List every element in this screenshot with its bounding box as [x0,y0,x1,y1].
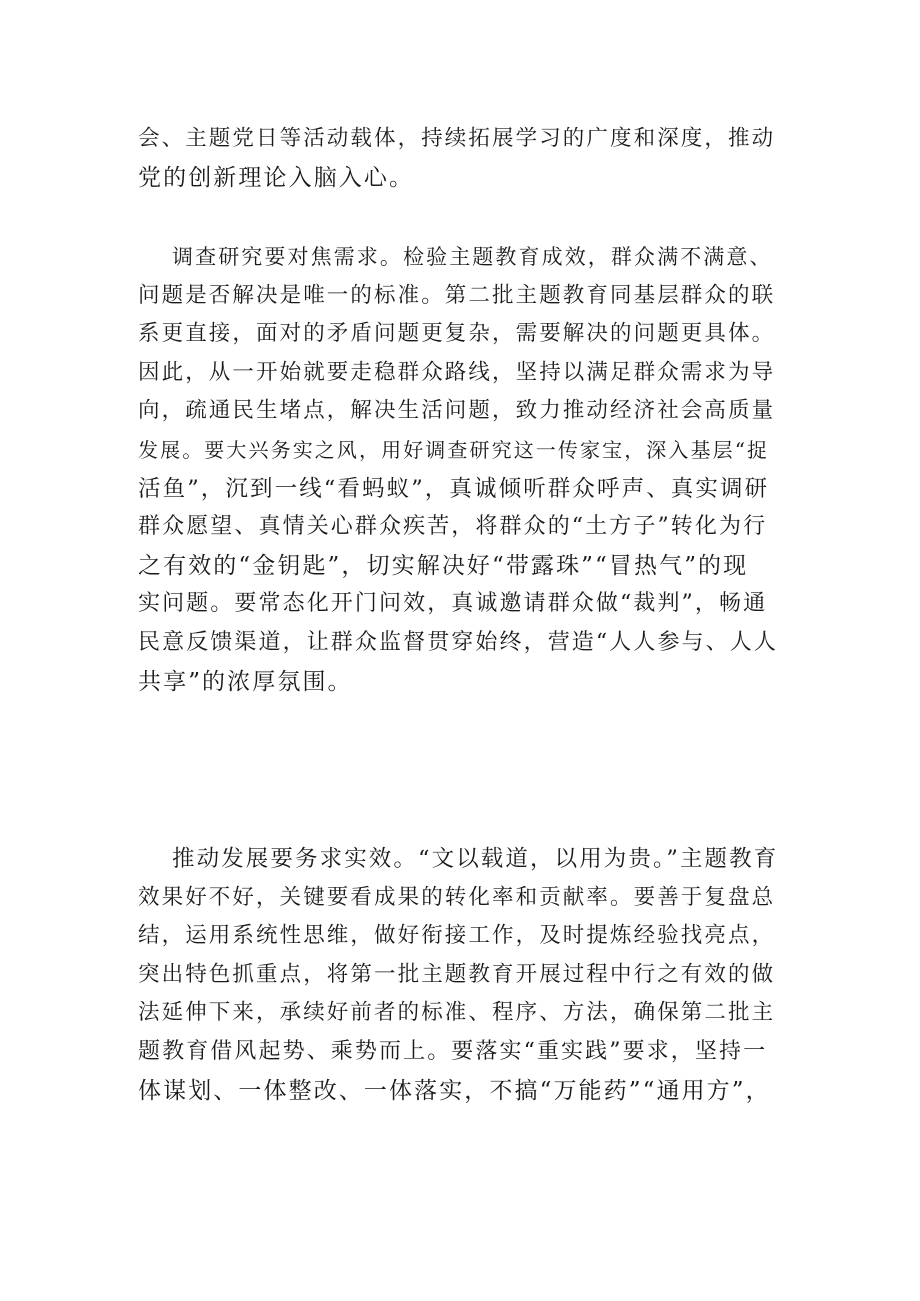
text-line: 会、主题党日等活动载体，持续拓展学习的广度和深度，推动 [138,126,776,151]
text-line: 体谋划、一体整改、一体落实，不搞“万能药”“通用方”， [138,1077,771,1104]
text-line: 调查研究要对焦需求。检验主题教育成效，群众满不满意、 [172,245,773,269]
text-line: 系更直接，面对的矛盾问题更复杂，需要解决的问题更具体。 [138,321,776,347]
text-line: 之有效的“金钥匙”，切实解决好“带露珠”“冒热气”的现 [138,552,749,579]
text-line: 效果好不好，关键要看成果的转化率和贡献率。要善于复盘总 [138,884,776,910]
text-line: 问题是否解决是唯一的标准。第二批主题教育同基层群众的联 [138,282,776,308]
text-line: 推动发展要务求实效。“文以载道，以用为贵。”主题教育 [172,846,779,872]
text-line: 突出特色抓重点，将第一批主题教育开展过程中行之有效的做 [138,961,776,987]
paragraph-3 [138,840,778,1110]
text-line: 民意反馈渠道，让群众监督贯穿始终，营造“人人参与、人人 [138,629,778,655]
text-line: 活鱼”，沉到一线“看蚂蚁”，真诚倾听群众呼声、真实调研 [138,475,770,502]
paragraph-1 [138,120,778,197]
text-line: 群众愿望、真情关心群众疾苦，将群众的“土方子”转化为行 [138,514,768,540]
text-line: 向，疏通民生堵点，解决生活问题，致力推动经济社会高质量 [138,398,776,424]
paragraph-2 [138,238,778,701]
text-line: 法延伸下来，承续好前者的标准、程序、方法，确保第二批主 [138,1000,776,1026]
text-line: 发展。要大兴务实之风，用好调查研究这一传家宝，深入基层“捉 [138,437,770,462]
text-line: 党的创新理论入脑入心。 [138,164,415,191]
text-line: 共享”的浓厚氛围。 [138,668,353,695]
text-line: 实问题。要常态化开门问效，真诚邀请群众做“裁判”，畅通 [138,591,768,617]
text-line: 结，运用系统性思维，做好衔接工作，及时提炼经验找亮点， [138,923,776,949]
text-line: 因此，从一开始就要走稳群众路线，坚持以满足群众需求为导 [138,359,776,385]
text-line: 题教育借风起势、乘势而上。要落实“重实践”要求，坚持一 [138,1038,768,1064]
